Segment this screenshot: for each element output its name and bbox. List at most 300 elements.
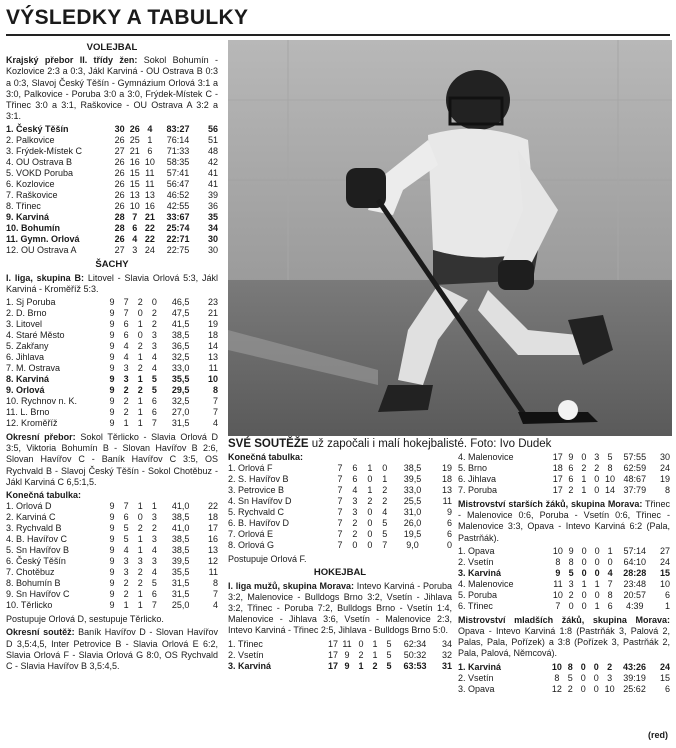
table-cell-c2: 2 xyxy=(567,683,573,694)
table-cell-c3: 11 xyxy=(145,168,155,179)
table-cell-pts: 34 xyxy=(441,638,452,649)
table-cell-c2: 7 xyxy=(123,308,129,319)
table-cell-c2: 5 xyxy=(567,672,573,683)
table-cell-score: 62:59 xyxy=(623,463,647,473)
table-cell-team: 1. Karviná xyxy=(458,661,502,672)
table-cell-c1: 8 xyxy=(555,556,561,567)
table-cell-c1: 9 xyxy=(109,556,115,567)
table-cell-c1: 7 xyxy=(337,540,343,551)
table-row xyxy=(228,463,452,474)
table-cell-score: 26,0 xyxy=(403,518,422,529)
table-cell-c3: 0 xyxy=(580,683,586,694)
table-cell-score: 38,5 xyxy=(171,330,190,341)
table-cell-c3: 0 xyxy=(367,518,373,529)
starsi-intro-label: Mistrovství starších žáků, skupina Morava: xyxy=(458,499,643,509)
table-row xyxy=(6,512,218,523)
table-row xyxy=(6,330,218,341)
table-cell-c2: 3 xyxy=(123,374,129,385)
sachy-okresni-label: Okresní přebor: xyxy=(6,432,76,443)
table-cell-c4: 3 xyxy=(151,341,157,352)
table-cell-team: 11. Gymn. Orlová xyxy=(6,234,80,245)
table-cell-team: 1. Sj Poruba xyxy=(6,297,56,308)
table-cell-c3: 22 xyxy=(144,234,155,245)
table-cell-score: 31,5 xyxy=(171,589,190,600)
table-cell-pts: 4 xyxy=(212,418,218,429)
table-cell-c3: 0 xyxy=(581,567,587,578)
table-cell-c3: 1 xyxy=(137,600,143,611)
table-cell-team: 6. Kozlovice xyxy=(6,179,55,190)
sachy-intro-label: I. liga, skupina B: xyxy=(6,272,84,283)
table-cell-pts: 48 xyxy=(207,146,218,157)
table-cell-c2: 2 xyxy=(123,385,129,396)
col2-table-body xyxy=(228,463,452,551)
table-cell-pts: 30 xyxy=(659,452,670,462)
table-cell-pts: 36 xyxy=(207,201,218,212)
table-cell-c1: 17 xyxy=(552,485,563,495)
table-cell-c3: 0 xyxy=(581,556,587,567)
table-cell-pts: 16 xyxy=(207,534,218,545)
table-cell-c3: 13 xyxy=(144,190,155,201)
table-cell-c4: 0 xyxy=(593,661,599,672)
table-row xyxy=(6,418,218,429)
hokejbal-table-body xyxy=(228,639,452,672)
table-cell-c2: 15 xyxy=(129,168,140,179)
sachy-postup: Postupuje Orlová D, sestupuje Těrlicko. xyxy=(6,614,164,625)
table-cell-c2: 2 xyxy=(123,589,129,600)
table-cell-c3: 22 xyxy=(144,223,155,234)
table-cell-c2: 9 xyxy=(344,660,350,671)
table-cell-c1: 17 xyxy=(327,649,338,660)
section-heading-sachy: ŠACHY xyxy=(95,259,129,271)
table-cell-c3: 2 xyxy=(137,297,143,308)
table-row xyxy=(6,545,218,556)
table-cell-c2: 0 xyxy=(352,540,358,551)
table-cell-c5: 8 xyxy=(607,463,613,473)
table-cell-c4: 1 xyxy=(382,474,388,485)
caption-text: už započali i malí hokejbalisté. xyxy=(308,438,468,450)
table-cell-team: 7. Poruba xyxy=(458,485,498,495)
table-cell-c2: 9 xyxy=(344,649,350,660)
table-cell-c1: 26 xyxy=(114,135,125,146)
table-cell-c1: 9 xyxy=(109,341,115,352)
table-cell-pts: 19 xyxy=(441,463,452,474)
table-cell-pts: 17 xyxy=(207,523,218,534)
table-row xyxy=(228,496,452,507)
table-cell-c1: 9 xyxy=(109,396,115,407)
table-cell-pts: 27 xyxy=(659,545,670,556)
table-cell-c3: 0 xyxy=(581,600,587,611)
table-cell-c2: 4 xyxy=(123,545,129,556)
table-cell-team: 4. Sn Havířov D xyxy=(228,496,292,507)
table-cell-c3: 1 xyxy=(137,407,143,418)
table-cell-c4: 0 xyxy=(594,485,600,495)
table-cell-team: 4. Staré Město xyxy=(6,330,65,341)
table-cell-c4: 2 xyxy=(151,308,157,319)
sachy-table-2-body xyxy=(6,501,218,611)
table-cell-pts: 18 xyxy=(207,512,218,523)
table-cell-c4: 1 xyxy=(372,638,378,649)
table-row xyxy=(6,578,218,589)
mladsi-table-body xyxy=(458,662,670,695)
table-cell-c2: 1 xyxy=(123,418,129,429)
table-cell-c1: 9 xyxy=(109,512,115,523)
table-cell-c2: 7 xyxy=(123,297,129,308)
table-cell-score: 28:28 xyxy=(623,567,647,578)
table-cell-team: 1. Třinec xyxy=(228,638,263,649)
hokejbal-table xyxy=(228,639,452,672)
table-cell-c3: 0 xyxy=(137,512,143,523)
table-cell-score: 37:79 xyxy=(623,485,647,495)
starsi-table xyxy=(458,546,670,612)
table-cell-pts: 10 xyxy=(659,578,670,589)
table-cell-pts: 18 xyxy=(207,330,218,341)
table-cell-c1: 10 xyxy=(552,545,563,556)
table-cell-c4: 2 xyxy=(151,523,157,534)
table-cell-team: 1. Opava xyxy=(458,545,495,556)
table-cell-score: 27,0 xyxy=(171,407,190,418)
table-cell-score: 57:55 xyxy=(623,452,647,462)
table-cell-c1: 9 xyxy=(109,501,115,512)
table-cell-score: 58:35 xyxy=(166,157,190,168)
table-row xyxy=(6,297,218,308)
hokejbal-intro-text: Intevo Karviná - Poruba 3:2, Malenovice - Bulldogs Brno 3:2, Vsetín - Jihlava 3:2, Třinec - Poruba 7:2, Bulldogs Brno - Vsetín 1:4, Malenovice - Jihlava 3:6, Vsetín - Malenovice 2:3, Intevo Karviná - Třinec 2:5, Jihlava - Bulldogs Brno 5:0. xyxy=(228,580,452,636)
table-cell-c4: 0 xyxy=(594,545,600,556)
table-cell-score: 41,5 xyxy=(171,319,190,330)
table-cell-team: 4. Malenovice xyxy=(458,452,514,462)
table-cell-team: 7. Orlová E xyxy=(228,529,274,540)
table-cell-c2: 4 xyxy=(352,485,358,496)
table-cell-team: 9. Orlová xyxy=(6,385,45,396)
section-heading-hokejbal: HOKEJBAL xyxy=(313,567,367,579)
table-cell-c4: 3 xyxy=(594,452,600,462)
table-cell-c1: 17 xyxy=(552,474,563,484)
table-cell-pts: 41 xyxy=(207,168,218,179)
table-cell-pts: 23 xyxy=(207,297,218,308)
table-cell-c2: 6 xyxy=(568,474,574,484)
table-cell-c4: 2 xyxy=(151,319,157,330)
sachy-intro xyxy=(6,273,218,295)
photo-caption xyxy=(228,438,672,452)
sachy-table-body xyxy=(6,297,218,429)
table-row xyxy=(458,662,670,673)
table-cell-team: 1. Orlová D xyxy=(6,501,52,512)
table-cell-score: 20:57 xyxy=(623,589,646,600)
table-row xyxy=(6,168,218,179)
table-cell-pts: 6 xyxy=(664,589,670,600)
table-cell-pts: 31 xyxy=(441,660,452,671)
table-cell-c2: 13 xyxy=(129,190,140,201)
table-cell-c3: 1 xyxy=(137,374,143,385)
table-cell-c4: 1 xyxy=(372,649,378,660)
table-row xyxy=(6,407,218,418)
table-cell-c2: 1 xyxy=(123,600,129,611)
table-cell-team: 1. Orlová F xyxy=(228,463,273,474)
table-cell-score: 32,5 xyxy=(171,352,190,363)
table-cell-c3: 6 xyxy=(147,146,153,157)
table-cell-score: 56:47 xyxy=(166,179,190,190)
table-cell-c2: 3 xyxy=(352,496,358,507)
column-left xyxy=(6,40,218,674)
table-cell-c1: 26 xyxy=(114,201,125,212)
table-cell-c1: 9 xyxy=(109,352,115,363)
table-cell-c2: 4 xyxy=(123,341,129,352)
table-cell-pts: 11 xyxy=(208,567,218,578)
table-cell-c3: 2 xyxy=(137,363,143,374)
table-cell-pts: 19 xyxy=(659,474,670,484)
table-row xyxy=(6,556,218,567)
table-cell-score: 38,5 xyxy=(171,545,190,556)
table-cell-c1: 9 xyxy=(109,308,115,319)
sachy-okresni-text: Sokol Těrlicko - Slavia Orlová D 3:5, Viktoria Bohumín B - Slovan Havířov B 2:6, Slovan Havířov C - Baník Havířov C 3:5, OS Rychvald B - Slavoj Český Těšín - Sokol Chotěbuz - Jákl Karviná C 6,5:1,5. xyxy=(6,432,218,487)
table-cell-c4: 6 xyxy=(151,407,157,418)
table-row xyxy=(228,507,452,518)
table-cell-team: 2. Vsetín xyxy=(228,649,264,660)
table-cell-score: 50:32 xyxy=(403,649,427,660)
table-cell-c3: 0 xyxy=(137,330,143,341)
table-cell-c2: 6 xyxy=(123,512,129,523)
table-cell-team: 9. Sn Havířov C xyxy=(6,589,70,600)
table-cell-team: 7. Chotěbuz xyxy=(6,567,55,578)
table-cell-score: 38,5 xyxy=(171,534,190,545)
table-cell-score: 33,0 xyxy=(171,363,190,374)
table-cell-c4: 7 xyxy=(151,418,157,429)
table-row xyxy=(458,546,670,557)
table-cell-score: 41,0 xyxy=(171,501,190,512)
table-cell-c5: 14 xyxy=(604,485,615,495)
table-cell-pts: 13 xyxy=(207,545,218,556)
table-row xyxy=(6,124,218,135)
table-cell-team: 8. Karviná xyxy=(6,374,50,385)
table-row xyxy=(228,650,452,661)
table-row xyxy=(228,529,452,540)
table-cell-c2: 7 xyxy=(123,501,129,512)
table-cell-c1: 26 xyxy=(114,234,125,245)
table-cell-score: 36,5 xyxy=(171,341,190,352)
table-cell-c3: 1 xyxy=(358,660,364,671)
table-cell-c2: 3 xyxy=(123,363,129,374)
table-cell-c3: 0 xyxy=(367,529,373,540)
table-cell-c1: 7 xyxy=(337,518,343,529)
table-cell-pts: 15 xyxy=(659,672,670,683)
table-cell-c4: 2 xyxy=(382,496,388,507)
caption-bold: SVÉ SOUTĚŽE xyxy=(228,438,309,450)
sachy-okresni-soutez-text: Baník Havířov D - Slovan Havířov D 3,5:4,5, Inter Petrovice B - Slavia Orlová E 6:2, Slavia Orlová F - Slavia Orlová G 8:0, OS Rychvald C - Slavia Havířov B 3,5:4,5. xyxy=(6,627,218,672)
table-cell-c2: 6 xyxy=(132,223,138,234)
table-cell-c5: 1 xyxy=(607,545,613,556)
table-cell-score: 25:74 xyxy=(166,223,190,234)
table-cell-pts: 6 xyxy=(446,529,452,540)
table-cell-c4: 7 xyxy=(151,600,157,611)
table-cell-pts: 6 xyxy=(664,683,670,694)
table-cell-c2: 10 xyxy=(129,201,140,212)
table-cell-c2: 6 xyxy=(123,330,129,341)
table-cell-c2: 2 xyxy=(352,518,358,529)
table-cell-c1: 17 xyxy=(327,660,338,671)
caption-credit: Foto: Ivo Dudek xyxy=(467,438,552,450)
table-cell-pts: 34 xyxy=(207,223,218,234)
table-row xyxy=(458,601,670,612)
table-row xyxy=(458,579,670,590)
table-cell-score: 32,5 xyxy=(171,396,190,407)
table-cell-c3: 21 xyxy=(144,212,155,223)
table-cell-c2: 2 xyxy=(568,485,574,495)
table-cell-team: 1. Český Těšín xyxy=(6,124,69,135)
table-cell-c4: 7 xyxy=(382,540,388,551)
table-cell-pts: 21 xyxy=(207,308,218,319)
table-cell-c4: 3 xyxy=(151,512,157,523)
table-cell-team: 9. Karviná xyxy=(6,212,50,223)
table-cell-c3: 1 xyxy=(137,534,143,545)
table-cell-score: 64:10 xyxy=(623,556,646,567)
table-cell-pts: 11 xyxy=(208,363,218,374)
table-cell-c1: 9 xyxy=(109,374,115,385)
table-cell-pts: 24 xyxy=(659,556,670,567)
table-cell-c1: 27 xyxy=(114,146,125,157)
table-cell-c2: 2 xyxy=(123,407,129,418)
table-cell-c2: 2 xyxy=(352,529,358,540)
table-row xyxy=(228,540,452,551)
table-cell-c2: 6 xyxy=(568,463,574,473)
table-cell-c1: 30 xyxy=(114,124,125,135)
table-cell-c3: 2 xyxy=(137,567,143,578)
table-cell-score: 71:33 xyxy=(166,146,190,157)
table-cell-c2: 6 xyxy=(123,319,129,330)
table-cell-c1: 7 xyxy=(337,507,343,518)
table-cell-c3: 1 xyxy=(581,485,587,495)
table-cell-c1: 9 xyxy=(109,523,115,534)
table-cell-score: 19,5 xyxy=(403,529,422,540)
table-cell-pts: 8 xyxy=(212,385,218,396)
table-row xyxy=(458,557,670,568)
table-cell-team: 3. Litovel xyxy=(6,319,43,330)
table-cell-score: 57:14 xyxy=(623,545,646,556)
table-cell-c1: 11 xyxy=(553,578,563,589)
table-cell-c1: 9 xyxy=(109,407,115,418)
starsi-intro-text: Třinec - Malenovice 0:6, Poruba - Vsetín 0:6, Třinec - Malenovice 3:3, Opava - Intevo Karviná 6:2 (Pala, Pastrňák). xyxy=(458,499,670,543)
mladsi-table xyxy=(458,662,670,695)
table-cell-c3: 0 xyxy=(137,308,143,319)
hokejbal-intro xyxy=(228,581,452,637)
table-cell-c1: 9 xyxy=(555,567,561,578)
table-row xyxy=(6,157,218,168)
table-cell-c3: 1 xyxy=(137,589,143,600)
table-row xyxy=(228,639,452,650)
table-cell-c1: 9 xyxy=(109,319,115,330)
table-cell-pts: 1 xyxy=(664,600,670,611)
table-cell-c5: 3 xyxy=(607,672,613,683)
table-cell-score: 62:34 xyxy=(403,638,427,649)
table-row xyxy=(6,319,218,330)
table-cell-c3: 0 xyxy=(367,540,373,551)
volejbal-intro xyxy=(6,55,218,122)
sachy-okresni xyxy=(6,432,218,488)
table-cell-score: 22:75 xyxy=(166,245,190,256)
table-cell-pts: 7 xyxy=(212,589,218,600)
table-cell-c1: 7 xyxy=(337,474,343,485)
table-cell-team: 8. Bohumín B xyxy=(6,578,61,589)
table-cell-c4: 0 xyxy=(593,683,599,694)
table-cell-pts: 15 xyxy=(659,567,670,578)
table-cell-c3: 2 xyxy=(358,649,364,660)
table-cell-c1: 9 xyxy=(109,385,115,396)
page-title: VÝSLEDKY A TABULKY xyxy=(6,6,249,29)
table-cell-c3: 1 xyxy=(137,352,143,363)
table-cell-c2: 8 xyxy=(567,661,573,672)
mladsi-intro-text: Opava - Intevo Karviná 1:8 (Pastrňák 3, Palová 2, Palas, Pala, Pořízek) a 3:8 (Pořízek 3, Pastrňák 2, Pala, Palová, Němcová). xyxy=(458,626,670,659)
table-cell-c3: 1 xyxy=(137,545,143,556)
table-cell-team: 5. Sn Havířov B xyxy=(6,545,70,556)
table-cell-c4: 0 xyxy=(594,589,600,600)
table-cell-team: 6. B. Havířov D xyxy=(228,518,290,529)
table-cell-team: 2. Vsetín xyxy=(458,556,494,567)
table-cell-score: 57:41 xyxy=(166,168,190,179)
col2-postup: Postupuje Orlová F. xyxy=(228,554,307,565)
mladsi-intro-label: Mistrovství mladších žáků, skupina Morava: xyxy=(458,614,670,625)
column-middle xyxy=(228,452,452,675)
table-cell-pts: 24 xyxy=(659,661,670,672)
table-cell-score: 83:27 xyxy=(166,124,190,135)
table-cell-team: 6. Třinec xyxy=(458,600,493,611)
table-cell-team: 7. M. Ostrava xyxy=(6,363,61,374)
table-cell-c1: 8 xyxy=(554,672,560,683)
table-cell-score: 38,5 xyxy=(171,512,190,523)
table-row xyxy=(6,363,218,374)
table-row xyxy=(6,385,218,396)
table-cell-c4: 0 xyxy=(593,672,599,683)
table-cell-team: 10. Bohumín xyxy=(6,223,61,234)
table-cell-c1: 17 xyxy=(327,638,338,649)
table-cell-score: 46,5 xyxy=(171,297,190,308)
table-cell-c3: 2 xyxy=(581,463,587,473)
table-cell-c4: 4 xyxy=(151,567,157,578)
table-cell-c2: 3 xyxy=(123,567,129,578)
table-cell-c1: 7 xyxy=(555,600,561,611)
table-cell-score: 25:62 xyxy=(623,683,646,694)
table-cell-c1: 9 xyxy=(109,578,115,589)
table-cell-team: 2. Karviná C xyxy=(6,512,56,523)
table-cell-c1: 7 xyxy=(337,463,343,474)
table-cell-c1: 9 xyxy=(109,297,115,308)
table-cell-c2: 15 xyxy=(129,179,140,190)
table-cell-c2: 11 xyxy=(342,638,352,649)
table-cell-c2: 4 xyxy=(123,352,129,363)
table-cell-pts: 32 xyxy=(441,649,452,660)
sachy-konecna-label: Konečná tabulka: xyxy=(6,490,82,501)
table-cell-score: 33,0 xyxy=(403,485,422,496)
table-cell-score: 43:26 xyxy=(623,661,647,672)
table-cell-c2: 9 xyxy=(568,452,574,462)
table-cell-c4: 0 xyxy=(594,567,600,578)
table-cell-team: 10. Rychnov n. K. xyxy=(6,396,78,407)
table-cell-c2: 25 xyxy=(129,135,140,146)
table-cell-c2: 8 xyxy=(568,556,574,567)
table-cell-team: 3. Karviná xyxy=(458,567,502,578)
table-cell-team: 3. Rychvald B xyxy=(6,523,62,534)
table-cell-c3: 2 xyxy=(137,385,143,396)
sachy-table xyxy=(6,297,218,429)
table-cell-pts: 6 xyxy=(446,518,452,529)
table-cell-score: 63:53 xyxy=(403,660,427,671)
table-cell-c2: 3 xyxy=(123,556,129,567)
table-row xyxy=(6,223,218,234)
table-cell-c4: 5 xyxy=(151,374,157,385)
table-cell-c3: 0 xyxy=(580,672,586,683)
table-cell-score: 22:71 xyxy=(166,234,190,245)
table-cell-pts: 22 xyxy=(207,501,218,512)
col3-table xyxy=(458,452,670,496)
table-cell-c2: 3 xyxy=(568,578,574,589)
table-row xyxy=(6,245,218,256)
